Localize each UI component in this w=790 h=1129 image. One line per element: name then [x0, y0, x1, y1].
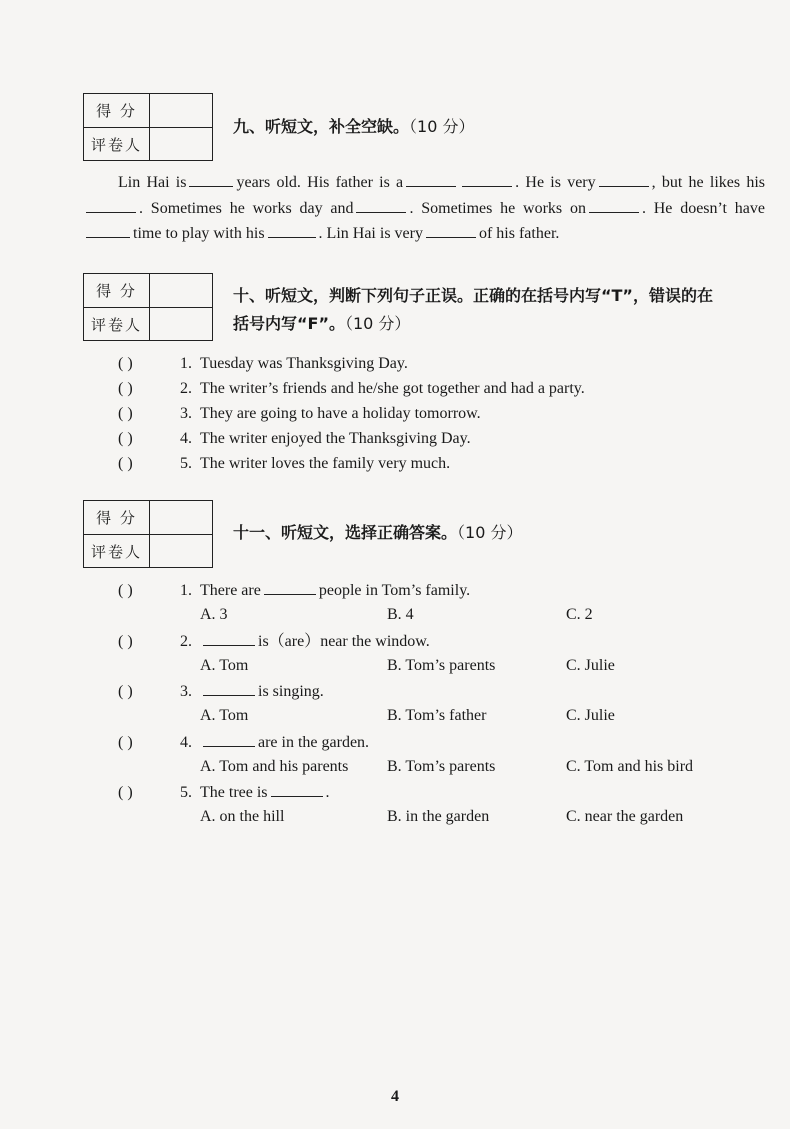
- score-label: 得 分: [84, 94, 150, 127]
- option-c[interactable]: C. 2: [566, 606, 593, 623]
- mc-question: [118, 732, 369, 753]
- passage-text: Lin Hai is: [118, 174, 187, 191]
- score-cell[interactable]: [150, 94, 212, 127]
- answer-paren[interactable]: ( ): [118, 734, 133, 751]
- item-text: Tuesday was Thanksgiving Day.: [200, 355, 408, 372]
- option-a[interactable]: A. 3: [200, 606, 228, 623]
- item-text: The writer enjoyed the Thanksgiving Day.: [200, 430, 471, 447]
- section-11-heading: 十一、听短文，选择正确答案。: [233, 523, 458, 542]
- tf-item: [118, 429, 471, 449]
- answer-paren[interactable]: ( ): [118, 683, 133, 700]
- blank-9[interactable]: [268, 223, 316, 238]
- option-c[interactable]: C. Julie: [566, 707, 615, 724]
- question-blank[interactable]: [271, 782, 323, 797]
- score-label: 得 分: [84, 274, 150, 307]
- score-box-section-10: [83, 273, 213, 341]
- question-text: is singing.: [258, 683, 324, 700]
- item-number: 2.: [180, 633, 192, 650]
- item-text: They are going to have a holiday tomorrow.: [200, 405, 481, 422]
- answer-paren[interactable]: ( ): [118, 405, 133, 422]
- passage-text: . He doesn’t: [641, 199, 727, 217]
- answer-paren[interactable]: ( ): [118, 430, 133, 447]
- item-number: 3.: [180, 683, 192, 700]
- marker-label: 评卷人: [84, 128, 150, 161]
- item-number: 1.: [180, 582, 192, 599]
- blank-2[interactable]: [406, 172, 456, 187]
- tf-item: [118, 354, 408, 374]
- mc-question: [118, 580, 470, 601]
- marker-cell[interactable]: [150, 308, 212, 341]
- option-a[interactable]: A. Tom: [200, 707, 249, 724]
- question-blank[interactable]: [264, 580, 316, 595]
- item-text: The writer loves the family very much.: [200, 455, 451, 472]
- section-9-passage: [83, 170, 765, 247]
- option-a[interactable]: A. on the hill: [200, 808, 285, 825]
- answer-paren[interactable]: ( ): [118, 582, 133, 599]
- mc-question: [118, 681, 324, 702]
- option-a[interactable]: A. Tom and his parents: [200, 758, 349, 775]
- question-text: is（are）near the window.: [258, 633, 430, 650]
- marker-label: 评卷人: [84, 535, 150, 568]
- section-9-heading: 九、听短文，补全空缺。: [233, 117, 410, 136]
- section-9-points: （10 分）: [409, 117, 475, 136]
- score-box-section-9: [83, 93, 213, 161]
- score-cell[interactable]: [150, 274, 212, 307]
- option-b[interactable]: B. Tom’s father: [387, 707, 487, 724]
- marker-cell[interactable]: [150, 535, 212, 568]
- question-blank[interactable]: [203, 631, 255, 646]
- passage-text: . Sometimes he works on: [409, 199, 586, 217]
- passage-text: . Sometimes he works day and: [139, 199, 354, 217]
- mc-question: [118, 631, 430, 652]
- tf-item: [118, 454, 450, 474]
- question-blank[interactable]: [203, 732, 255, 747]
- blank-3[interactable]: [462, 172, 512, 187]
- option-b[interactable]: B. 4: [387, 606, 414, 623]
- section-10-title: [233, 282, 768, 338]
- score-cell[interactable]: [150, 501, 212, 534]
- item-number: 3.: [180, 405, 192, 422]
- item-number: 5.: [180, 784, 192, 801]
- blank-5[interactable]: [86, 198, 136, 213]
- answer-paren[interactable]: ( ): [118, 380, 133, 397]
- section-11-title: [233, 519, 522, 547]
- blank-8[interactable]: [86, 223, 130, 238]
- question-text: are in the garden.: [258, 734, 370, 751]
- passage-text: his: [746, 174, 765, 191]
- passage-text: time to play with his: [133, 225, 265, 242]
- option-c[interactable]: C. Julie: [566, 657, 615, 674]
- blank-4[interactable]: [599, 172, 649, 187]
- blank-1[interactable]: [189, 172, 233, 187]
- tf-item: [118, 379, 585, 399]
- passage-text: of his father.: [478, 225, 560, 242]
- question-text: people in Tom’s family.: [318, 582, 471, 599]
- section-10-points: （10 分）: [344, 314, 411, 333]
- score-label: 得 分: [84, 501, 150, 534]
- question-text: The tree is: [200, 784, 268, 801]
- item-number: 4.: [180, 734, 192, 751]
- item-number: 5.: [180, 455, 192, 472]
- option-c[interactable]: C. near the garden: [566, 808, 684, 825]
- option-b[interactable]: B. Tom’s parents: [387, 657, 496, 674]
- passage-text: years old. His father is a: [236, 174, 404, 191]
- answer-paren[interactable]: ( ): [118, 784, 133, 801]
- answer-paren[interactable]: ( ): [118, 633, 133, 650]
- option-a[interactable]: A. Tom: [200, 657, 249, 674]
- question-text: There are: [200, 582, 261, 599]
- question-text: .: [325, 784, 330, 801]
- item-number: 1.: [180, 355, 192, 372]
- option-c[interactable]: C. Tom and his bird: [566, 758, 694, 775]
- tf-item: [118, 404, 481, 424]
- passage-text: , but he likes: [651, 174, 741, 191]
- score-box-section-11: [83, 500, 213, 568]
- mc-question: [118, 782, 330, 803]
- blank-7[interactable]: [589, 198, 639, 213]
- section-10-heading-line-2: 括号内写“F”。: [233, 314, 345, 333]
- passage-text: . He is very: [515, 174, 596, 191]
- passage-text: have: [734, 199, 765, 217]
- marker-cell[interactable]: [150, 128, 212, 161]
- page-number: 4: [391, 1088, 399, 1105]
- marker-label: 评卷人: [84, 308, 150, 341]
- answer-paren[interactable]: ( ): [118, 355, 133, 372]
- option-b[interactable]: B. Tom’s parents: [387, 758, 496, 775]
- answer-paren[interactable]: ( ): [118, 455, 133, 472]
- option-b[interactable]: B. in the garden: [387, 808, 490, 825]
- blank-10[interactable]: [426, 223, 476, 238]
- section-9-title: [233, 113, 474, 141]
- item-text: The writer’s friends and he/she got together and had a party.: [200, 380, 585, 397]
- item-number: 2.: [180, 380, 192, 397]
- item-number: 4.: [180, 430, 192, 447]
- question-blank[interactable]: [203, 681, 255, 696]
- blank-6[interactable]: [356, 198, 406, 213]
- section-10-heading-line-1: 十、听短文，判断下列句子正误。正确的在括号内写“T”，错误的在: [233, 286, 713, 305]
- passage-text: . Lin Hai is very: [318, 225, 423, 242]
- section-11-points: （10 分）: [457, 523, 523, 542]
